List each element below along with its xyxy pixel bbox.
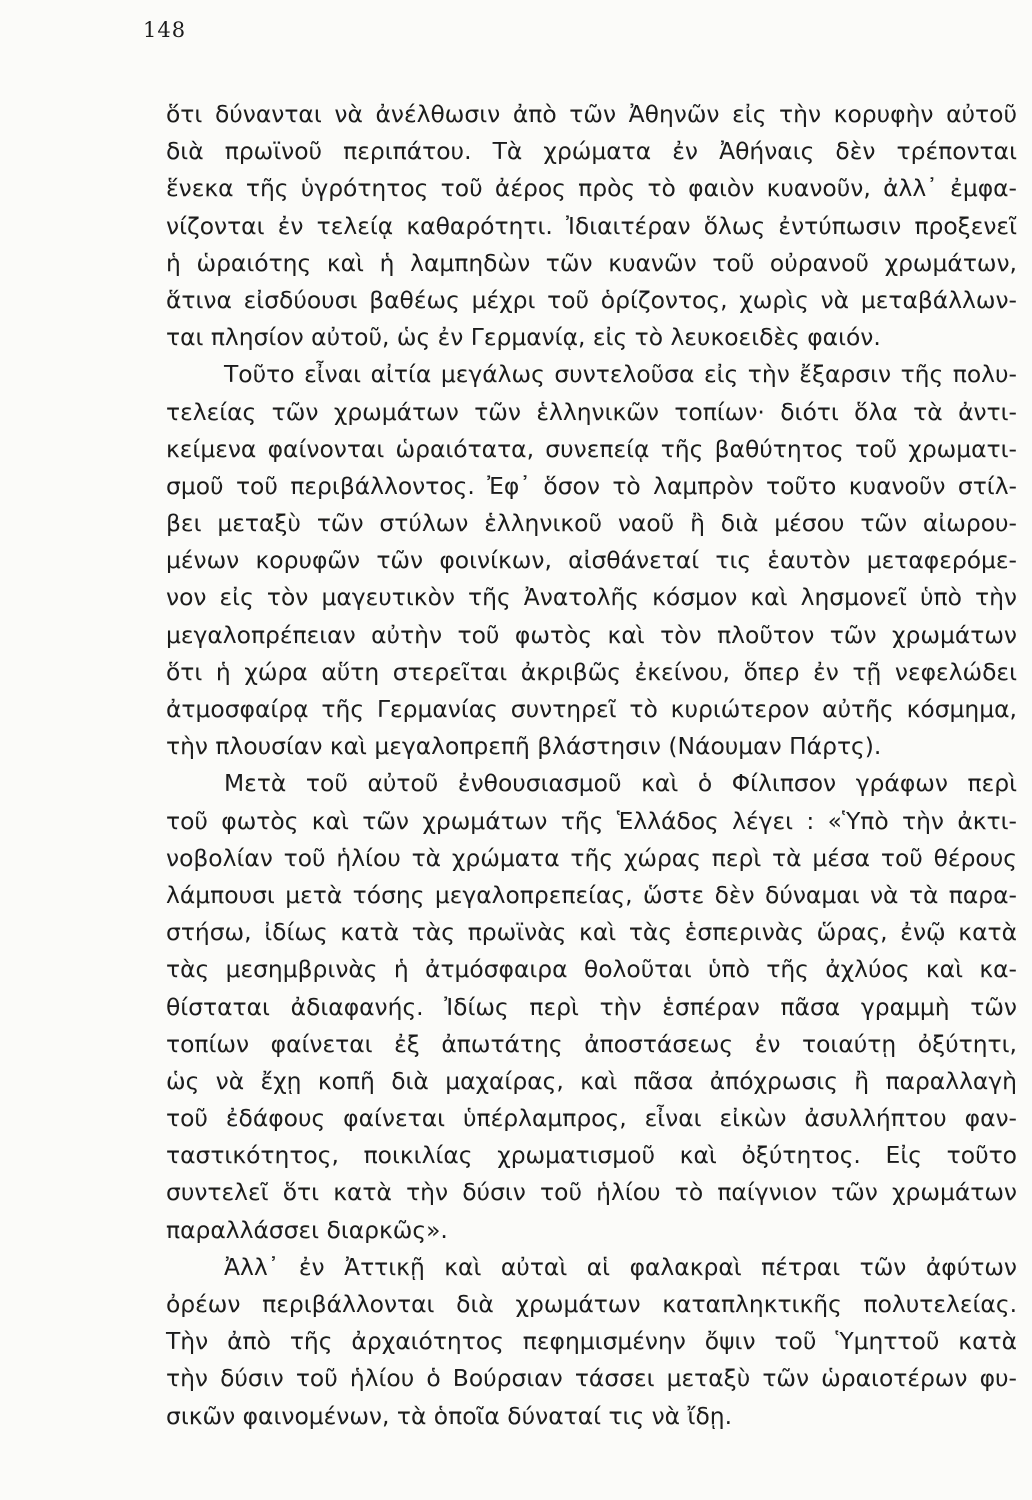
text-line: ὅτι δύνανται νὰ ἀνέλθωσιν ἀπὸ τῶν Ἀθηνῶν εἰς τὴν κορυφὴν αὐτοῦ (166, 100, 1017, 128)
text-line: βει μεταξὺ τῶν στύλων ἑλληνικοῦ ναοῦ ἢ διὰ μέσου τῶν αἰωρου- (166, 509, 1017, 538)
text-line: Ἀλλ᾽ ἐν Ἀττικῇ καὶ αὐταὶ αἱ φαλακραὶ πέτραι τῶν ἀφύτων (224, 1252, 1017, 1281)
text-line: τὰς μεσημβρινὰς ἡ ἀτμόσφαιρα θολοῦται ὑπὸ τῆς ἀχλύος καὶ κα- (166, 955, 1017, 984)
text-line: στήσω, ἰδίως κατὰ τὰς πρωϊνὰς καὶ τὰς ἑσπερινὰς ὥρας, ἐνῷ κατὰ (166, 918, 1017, 947)
text-line: Μετὰ τοῦ αὐτοῦ ἐνθουσιασμοῦ καὶ ὁ Φίλιπσον γράφων περὶ (224, 769, 1017, 798)
text-line: ὀρέων περιβάλλονται διὰ χρωμάτων καταπληκτικῆς πολυτελείας. (166, 1290, 1017, 1318)
text-line: ἡ ὡραιότης καὶ ἡ λαμπηδὼν τῶν κυανῶν τοῦ οὐρανοῦ χρωμάτων, (166, 248, 1017, 277)
text-line: ὅτι ἡ χώρα αὕτη στερεῖται ἀκριβῶς ἐκείνου, ὅπερ ἐν τῇ νεφελώδει (166, 657, 1017, 686)
text-line: τελείας τῶν χρωμάτων τῶν ἑλληνικῶν τοπίων· διότι ὅλα τὰ ἀντι- (166, 397, 1017, 426)
text-line: ταστικότητος, ποικιλίας χρωματισμοῦ καὶ ὀξύτητος. Εἰς τοῦτο (166, 1141, 1017, 1170)
text-line: τοπίων φαίνεται ἐξ ἀπωτάτης ἀποστάσεως ἐν τοιαύτῃ ὀξύτητι, (166, 1029, 1017, 1058)
text-line: μεγαλοπρέπειαν αὐτὴν τοῦ φωτὸς καὶ τὸν πλοῦτον τῶν χρωμάτων (166, 620, 1017, 649)
text-line: νον εἰς τὸν μαγευτικὸν τῆς Ἀνατολῆς κόσμον καὶ λησμονεῖ ὑπὸ τὴν (166, 583, 1017, 612)
text-line: Τοῦτο εἶναι αἰτία μεγάλως συντελοῦσα εἰς τὴν ἔξαρσιν τῆς πολυ- (224, 360, 1017, 389)
text-line: νοβολίαν τοῦ ἡλίου τὰ χρώματα τῆς χώρας περὶ τὰ μέσα τοῦ θέρους (166, 843, 1017, 872)
text-line: κείμενα φαίνονται ὡραιότατα, συνεπείᾳ τῆς βαθύτητος τοῦ χρωματι- (166, 434, 1017, 463)
page-text (166, 96, 1017, 1435)
text-line: λάμπουσι μετὰ τόσης μεγαλοπρεπείας, ὥστε δὲν δύναμαι νὰ τὰ παρα- (166, 880, 1017, 909)
text-line: ἕνεκα τῆς ὑγρότητος τοῦ ἀέρος πρὸς τὸ φαιὸν κυανοῦν, ἀλλ᾽ ἐμφα- (166, 174, 1017, 203)
text-line: παραλλάσσει διαρκῶς». (166, 1215, 448, 1244)
text-line: ἀτμοσφαίρᾳ τῆς Γερμανίας συντηρεῖ τὸ κυριώτερον αὐτῆς κόσμημα, (166, 695, 1017, 723)
text-line: τὴν δύσιν τοῦ ἡλίου ὁ Βούρσιαν τάσσει μεταξὺ τῶν ὡραιοτέρων φυ- (166, 1364, 1017, 1393)
text-line: τὴν πλουσίαν καὶ μεγαλοπρεπῆ βλάστησιν (Νάουμαν Πάρτς). (166, 732, 882, 761)
text-line: τοῦ ἐδάφους φαίνεται ὑπέρλαμπρος, εἶναι εἰκὼν ἀσυλλήπτου φαν- (166, 1104, 1017, 1133)
text-line: σικῶν φαινομένων, τὰ ὁποῖα δύναταί τις νὰ ἴδῃ. (166, 1401, 733, 1430)
text-line: σμοῦ τοῦ περιβάλλοντος. Ἐφ᾽ ὅσον τὸ λαμπρὸν τοῦτο κυανοῦν στίλ- (166, 471, 1017, 500)
text-line: νίζονται ἐν τελείᾳ καθαρότητι. Ἰδιαιτέραν ὅλως ἐντύπωσιν προξενεῖ (166, 211, 1017, 240)
text-line: διὰ πρωϊνοῦ περιπάτου. Τὰ χρώματα ἐν Ἀθήναις δὲν τρέπονται (166, 137, 1017, 166)
text-line: τοῦ φωτὸς καὶ τῶν χρωμάτων τῆς Ἑλλάδος λέγει : «Ὑπὸ τὴν ἀκτι- (166, 806, 1017, 835)
text-line: μένων κορυφῶν τῶν φοινίκων, αἰσθάνεταί τις ἑαυτὸν μεταφερόμε- (166, 546, 1017, 575)
text-line: Τὴν ἀπὸ τῆς ἀρχαιότητος πεφημισμένην ὄψιν τοῦ Ὑμηττοῦ κατὰ (166, 1327, 1017, 1356)
text-line: ὡς νὰ ἔχῃ κοπῆ διὰ μαχαίρας, καὶ πᾶσα ἀπόχρωσις ἢ παραλλαγὴ (166, 1066, 1017, 1095)
page-number: 148 (143, 18, 187, 42)
text-line: ται πλησίον αὐτοῦ, ὡς ἐν Γερμανίᾳ, εἰς τὸ λευκοειδὲς φαιόν. (166, 323, 881, 352)
text-line: ἅτινα εἰσδύουσι βαθέως μέχρι τοῦ ὁρίζοντος, χωρὶς νὰ μεταβάλλων- (166, 285, 1017, 314)
text-line: συντελεῖ ὅτι κατὰ τὴν δύσιν τοῦ ἡλίου τὸ παίγνιον τῶν χρωμάτων (166, 1178, 1017, 1207)
text-line: θίσταται ἀδιαφανής. Ἰδίως περὶ τὴν ἑσπέραν πᾶσα γραμμὴ τῶν (166, 992, 1017, 1021)
